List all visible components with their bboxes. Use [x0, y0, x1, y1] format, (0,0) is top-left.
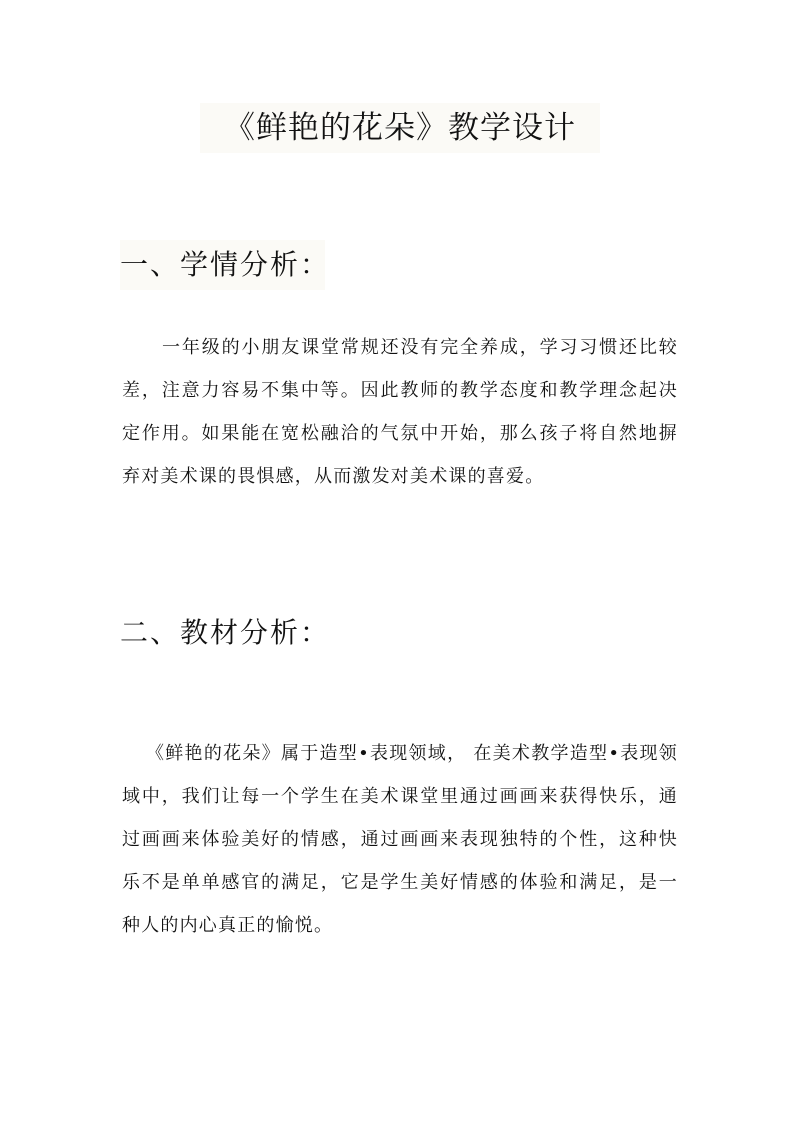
section-paragraph-learning-analysis: 一年级的小朋友课堂常规还没有完全养成，学习习惯还比较差，注意力容易不集中等。因此教师的教学态度和教学理念起决定作用。如果能在宽松融洽的气氛中开始，那么孩子将自然地摒弃对美术课的畏惧感，从而激发对美术课的喜爱。 — [122, 337, 678, 487]
document-title: 《鲜艳的花朵》教学设计 — [200, 103, 600, 153]
section-paragraph-textbook-analysis: 《鲜艳的花朵》属于造型•表现领域， 在美术教学造型•表现领域中，我们让每一个学生在美术课堂里通过画画来获得快乐，通过画画来体验美好的情感，通过画画来表现独特的个性，这种快乐不是单单感官的满足，它是学生美好情感的体验和满足，是一种人的内心真正的愉悦。 — [122, 743, 678, 936]
section-heading-learning-analysis: 一、学情分析： — [120, 240, 325, 290]
section-heading-textbook-analysis: 二、教材分析： — [120, 616, 331, 649]
